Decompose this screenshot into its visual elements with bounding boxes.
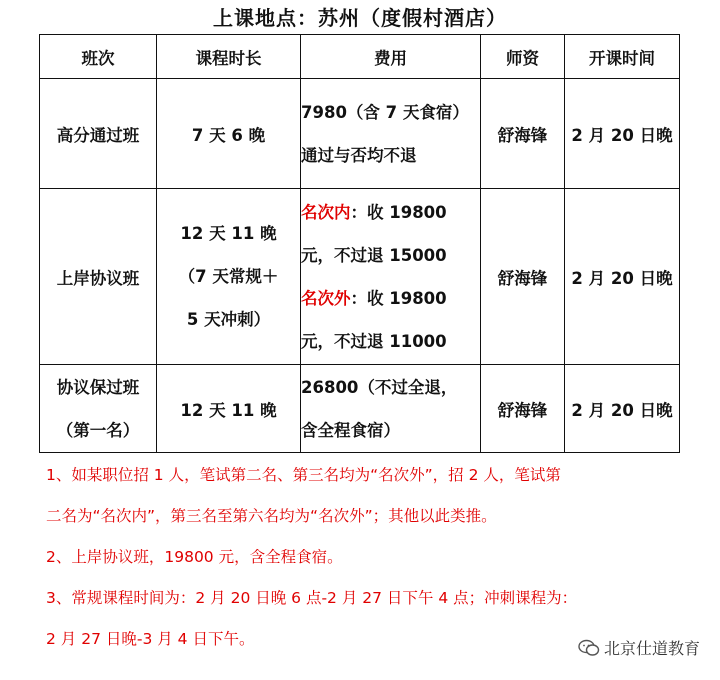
fee-line	[301, 366, 480, 409]
course-duration: 7 天 6 晚	[157, 79, 301, 189]
start-time: 2 月 20 日晚	[565, 365, 680, 453]
watermark	[578, 636, 700, 659]
fee-line	[301, 134, 480, 177]
note-line: 2 月 27 日晚-3 月 4 日下午。	[46, 630, 255, 648]
table-row	[40, 189, 680, 365]
fee-text: ：收 19800	[350, 202, 447, 222]
table-row	[40, 365, 680, 453]
fee-text: 元，不过退 15000	[301, 245, 447, 265]
table-row	[40, 79, 680, 189]
wechat-icon	[578, 639, 600, 657]
fee-text: ：收 19800	[350, 288, 447, 308]
fee-cell	[301, 365, 481, 453]
note-line: 2、上岸协议班，19800 元，含全程食宿。	[46, 548, 343, 566]
fee-line	[301, 234, 480, 277]
duration-line: 5 天冲刺）	[186, 310, 271, 329]
fee-line	[301, 91, 480, 134]
header-fee: 费用	[301, 35, 481, 79]
fee-line	[301, 277, 480, 320]
table-header-row	[40, 35, 680, 79]
header-duration: 课程时长	[157, 35, 301, 79]
fee-cell	[301, 189, 481, 365]
fee-line	[301, 409, 480, 452]
course-duration: 12 天 11 晚	[157, 365, 301, 453]
page-title: 上课地点：苏州（度假村酒店）	[213, 6, 507, 30]
fee-text: 7980（含 7 天食宿）	[301, 102, 469, 122]
fee-text: 26800（不过全退，	[301, 377, 458, 397]
course-duration	[157, 189, 301, 365]
header-teacher: 师资	[481, 35, 565, 79]
teacher: 舒海锋	[481, 365, 565, 453]
duration-line: 12 天 11 晚	[180, 224, 277, 243]
watermark-text: 北京仕道教育	[603, 639, 700, 658]
class-name	[40, 365, 157, 453]
start-time: 2 月 20 日晚	[565, 79, 680, 189]
fee-line	[301, 320, 480, 363]
note-line: 1、如某职位招 1 人，笔试第二名、第三名均为“名次外”，招 2 人，笔试第	[46, 466, 561, 484]
duration-line: （7 天常规＋	[178, 267, 279, 286]
header-start-time: 开课时间	[565, 35, 680, 79]
class-name: 上岸协议班	[40, 189, 157, 365]
fee-line	[301, 191, 480, 234]
fee-text: 含全程食宿）	[301, 420, 400, 440]
fee-text: 通过与否均不退	[301, 145, 417, 165]
class-name-line: 协议保过班	[56, 377, 140, 397]
fee-text: 元，不过退 11000	[301, 331, 447, 351]
rank-inside-label: 名次内	[301, 202, 351, 222]
teacher: 舒海锋	[481, 79, 565, 189]
teacher: 舒海锋	[481, 189, 565, 365]
rank-outside-label: 名次外	[301, 288, 351, 308]
course-table	[39, 34, 680, 453]
note-line: 3、常规课程时间为：2 月 20 日晚 6 点-2 月 27 日下午 4 点；冲刺课程为：	[46, 589, 578, 607]
class-name: 高分通过班	[40, 79, 157, 189]
header-class: 班次	[40, 35, 157, 79]
start-time: 2 月 20 日晚	[565, 189, 680, 365]
fee-cell	[301, 79, 481, 189]
note-line: 二名为“名次内”，第三名至第六名均为“名次外”；其他以此类推。	[46, 507, 497, 525]
class-name-line: （第一名）	[56, 420, 140, 440]
